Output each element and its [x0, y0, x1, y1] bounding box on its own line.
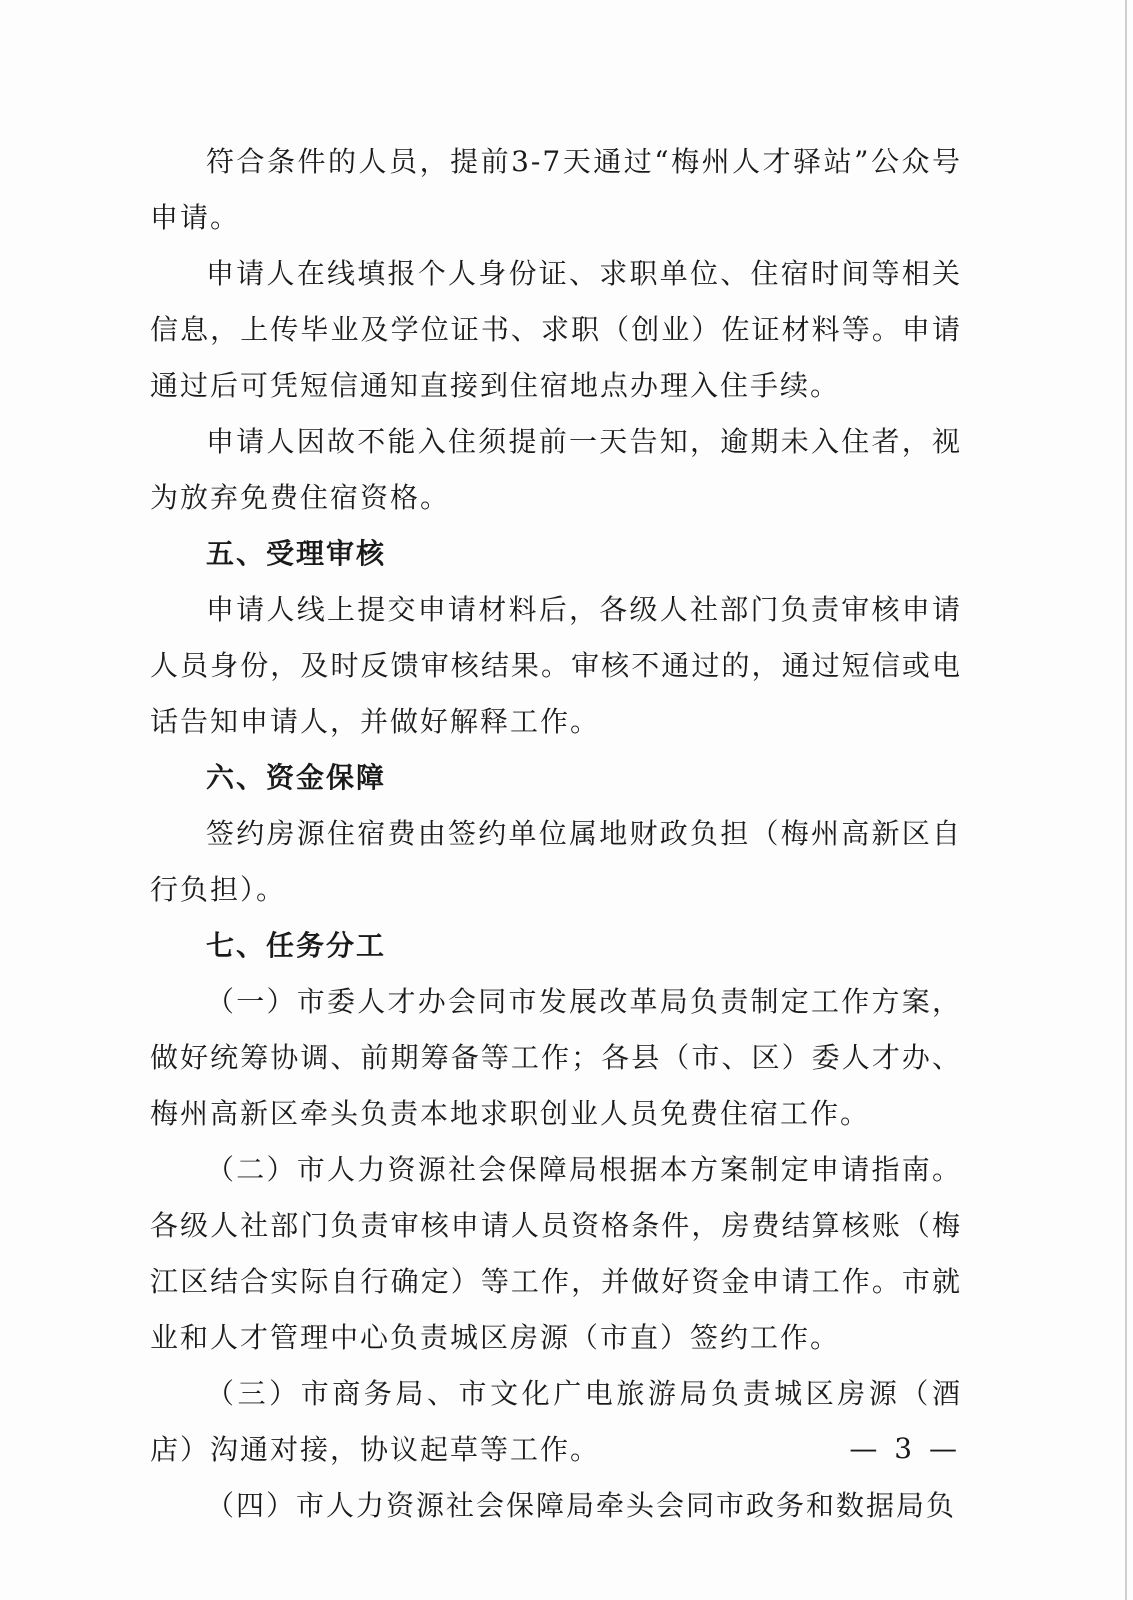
document-body	[150, 134, 962, 1534]
paragraph-task-3: （三）市商务局、市文化广电旅游局负责城区房源（酒店）沟通对接，协议起草等工作。	[150, 1377, 962, 1466]
paragraph-cancel-notice: 申请人因故不能入住须提前一天告知，逾期未入住者，视为放弃免费住宿资格。	[150, 425, 962, 514]
paragraph-review: 申请人线上提交申请材料后，各级人社部门负责审核申请人员身份，及时反馈审核结果。审核不通过的，通过短信或电话告知申请人，并做好解释工作。	[150, 593, 962, 738]
scan-edge-shadow	[1125, 0, 1127, 1600]
paragraph-apply-method: 符合条件的人员，提前3-7天通过“梅州人才驿站”公众号申请。	[150, 145, 962, 234]
section-heading-tasks: 七、任务分工	[206, 929, 387, 962]
section-heading-review: 五、受理审核	[206, 537, 387, 570]
paragraph-task-2: （二）市人力资源社会保障局根据本方案制定申请指南。各级人社部门负责审核申请人员资格条件，房费结算核账（梅江区结合实际自行确定）等工作，并做好资金申请工作。市就业和人才管理中心负责城区房源（市直）签约工作。	[150, 1153, 962, 1354]
page-number: — 3 —	[849, 1432, 961, 1465]
paragraph-task-4: （四）市人力资源社会保障局牵头会同市政务和数据局负	[206, 1489, 957, 1522]
paragraph-online-fill: 申请人在线填报个人身份证、求职单位、住宿时间等相关信息，上传毕业及学位证书、求职（创业）佐证材料等。申请通过后可凭短信通知直接到住宿地点办理入住手续。	[150, 257, 962, 402]
paragraph-task-1: （一）市委人才办会同市发展改革局负责制定工作方案，做好统筹协调、前期筹备等工作；各县（市、区）委人才办、梅州高新区牵头负责本地求职创业人员免费住宿工作。	[150, 985, 962, 1130]
paragraph-funding: 签约房源住宿费由签约单位属地财政负担（梅州高新区自行负担）。	[150, 817, 962, 906]
section-heading-funding: 六、资金保障	[206, 761, 387, 794]
